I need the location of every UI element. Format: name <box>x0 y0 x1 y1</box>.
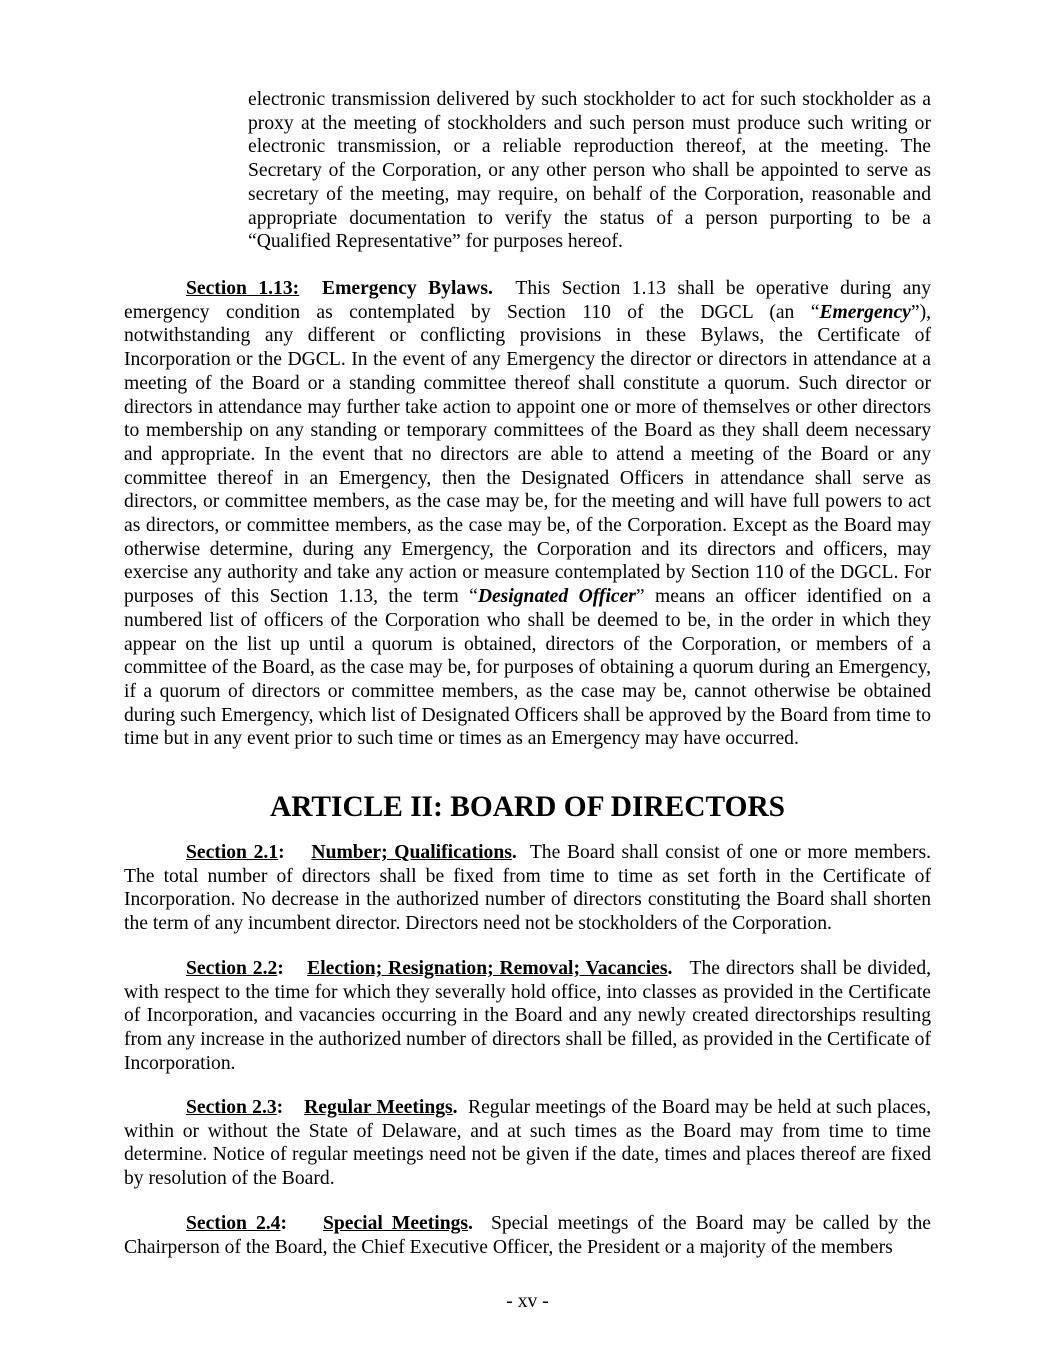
page-number: - xv - <box>506 1291 549 1312</box>
section-period: . <box>667 958 673 979</box>
defined-term: Designated Officer <box>477 586 636 608</box>
section-colon: : <box>276 1097 284 1118</box>
section-title: Election; Resignation; Removal; Vacancies <box>307 958 668 979</box>
section-title: Regular Meetings <box>304 1097 453 1118</box>
section-text: ”), notwithstanding any different or conflicting provisions in these Bylaws, the Certificate of Incorporation or the DGCL. In the event of any Emergency the director or directors in attendance at a meeting of the Board or a standing committee thereof shall constitute a quorum. Such director or directors in attendance may further take action to appoint one or more of themselves or other directors to membership on any standing or temporary committees of the Board as they shall deem necessary and appropriate. In the event that no directors are able to attend a meeting of the Board or any committee thereof in an Emergency, then the Designated Officers in attendance shall serve as directors, or committee members, as the case may be, for the meeting and will have full powers to act as directors, or committee members, as the case may be, of the Corporation. Except as the Board may otherwise determine, during any Emergency, the Corporation and its directors and officers, may exercise any authority and take any action or measure contemplated by Section 110 of the DGCL. For purposes of this Section 1.13, the term “ <box>124 301 931 608</box>
section-text: The directors shall be divided, with respect to the time for which they severally hold office, into classes as provided in the Certificate of Incorporation, and vacancies occurring in the Board and any newly created directorships resulting from any increase in the authorized number of directors shall be filled, as provided in the Certificate of Incorporation. <box>124 958 932 1074</box>
section-text: ” means an officer identified on a numbered list of officers of the Corporation who shall be deemed to be, in the order in which they appear on the list up until a quorum is obtained, directors of the Corporation, or members of a committee of the Board, as the case may be, for purposes of obtaining a quorum during an Emergency, if a quorum of directors or committee members, as the case may be, cannot otherwise be obtained during such Emergency, which list of Designated Officers shall be approved by the Board from time to time but in any event prior to such time or times as an Emergency may have occurred. <box>124 586 931 750</box>
section-title: Number; Qualifications <box>311 842 512 863</box>
section-text: This Section 1.13 shall be operative during any emergency condition as contemplated by Section 110 of the DGCL (an “ <box>124 278 931 323</box>
section-text: Special meetings of the Board may be called by the Chairperson of the Board, the Chief Executive Officer, the President or a majority of the members <box>124 1213 932 1258</box>
section-period: . <box>468 1213 473 1234</box>
section-text: The Board shall consist of one or more members. The total number of directors shall be fixed from time to time as set forth in the Certificate of Incorporation. No decrease in the authorized number of directors constituting the Board shall shorten the term of any incumbent director. Directors need not be stockholders of the Corporation. <box>124 842 932 935</box>
section-2-1-paragraph <box>124 841 931 936</box>
section-number: Section 2.3 <box>186 1097 277 1118</box>
section-title: Special Meetings <box>322 1213 469 1234</box>
section-2-3-paragraph <box>124 1096 931 1191</box>
section-colon: : <box>280 1213 287 1234</box>
section-text: Regular meetings of the Board may be held at such places, within or without the State of Delaware, and at such times as the Board may from time to time determine. Notice of regular meetings need not be given if the date, times and places thereof are fixed by resolution of the Board. <box>124 1097 932 1190</box>
section-colon: : <box>278 842 285 863</box>
section-number: Section 2.2 <box>186 958 278 979</box>
section-period: . <box>511 842 517 863</box>
defined-term: Emergency <box>819 301 911 323</box>
section-2-4-paragraph <box>124 1212 931 1259</box>
continuation-paragraph: electronic transmission delivered by such stockholder to act for such stockholder as a proxy at the meeting of stockholders and such person must produce such writing or electronic transmission, or a reliable reproduction thereof, at the meeting. The Secretary of the Corporation, or any other person who shall be appointed to serve as secretary of the meeting, may require, on behalf of the Corporation, reasonable and appropriate documentation to verify the status of a person purporting to be a “Qualified Representative” for purposes hereof. <box>248 89 931 253</box>
section-number: Section 2.4 <box>186 1213 281 1234</box>
article-heading: ARTICLE II: BOARD OF DIRECTORS <box>269 791 786 823</box>
section-number: Section 2.1 <box>186 842 279 863</box>
section-title: Emergency Bylaws. <box>322 278 493 299</box>
section-1-13-paragraph <box>124 277 931 751</box>
section-2-2-paragraph <box>124 957 931 1076</box>
section-number: Section 1.13: <box>186 278 300 299</box>
section-colon: : <box>277 958 284 979</box>
section-period: . <box>452 1097 458 1118</box>
